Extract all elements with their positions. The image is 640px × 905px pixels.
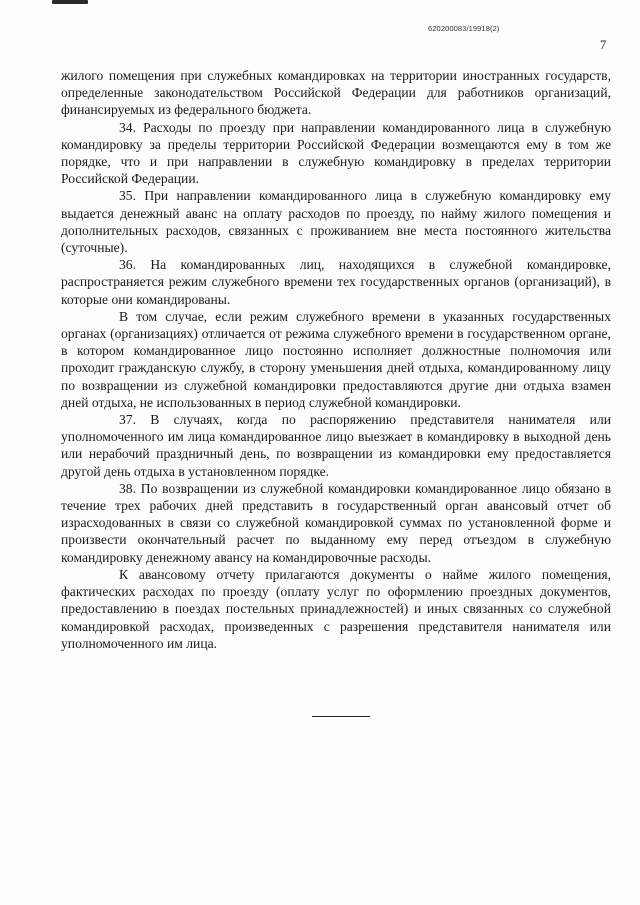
paragraph-38: 38. По возвращении из служебной командировки командированное лицо обязано в течение трех рабочих дней представить в государственный орган авансовый отчет об израсходованных в связи со служебной командировкой суммах по установленной форме и произвести окончательный расчет по выданному ему перед отъездом в служебную командировку денежному авансу на командировочные расходы. xyxy=(61,480,611,565)
paragraph-37: 37. В случаях, когда по распоряжению представителя нанимателя или уполномоченного им лица командированное лицо выезжает в командировку в выходной день или нерабочий праздничный день, по возвращении из командировки ему предоставляется другой день отдыха в установленном порядке. xyxy=(61,412,611,479)
paragraph-34: 34. Расходы по проезду при направлении командированного лица в служебную командировку за пределы территории Российской Федерации возмещаются ему в том же порядке, что и при направлении в служебную командировку в пределах территории Российской Федерации. xyxy=(61,119,611,187)
paragraph-38-continued: К авансовому отчету прилагаются документы о найме жилого помещения, фактических расходах по проезду (оплату услуг по оформлению проездных документов, предоставлению в поездах постельных принадлежностей) и иных связанных со служебной командировкой расходах, произведенных с разрешения представителя нанимателя или уполномоченного им лица. xyxy=(61,566,611,651)
end-of-text-rule xyxy=(312,716,370,717)
paragraph-36: 36. На командированных лиц, находящихся в служебной командировке, распространяется режим служебного времени тех государственных органов (организаций), в которые они командированы. xyxy=(61,257,611,307)
scan-corner-mark xyxy=(52,0,88,4)
page-number: 7 xyxy=(600,38,607,52)
document-body xyxy=(61,67,611,652)
paragraph-continuation: жилого помещения при служебных командировках на территории иностранных государств, определенные законодательством Российской Федерации для работников организаций, финансируемых из федерального бюджета. xyxy=(61,68,611,118)
paragraph-36-continued: В том случае, если режим служебного времени в указанных государственных органах (организациях) отличается от режима служебного времени в государственном органе, в котором командированное лицо постоянно исполняет должностные полномочия или проходит гражданскую службу, в сторону уменьшения дней отдыха, командированному лицу по возвращении из служебной командировки предоставляются другие дни отдыха взамен дней отдыха, не использованных в период служебной командировки. xyxy=(61,308,611,410)
paragraph-35: 35. При направлении командированного лица в служебную командировку ему выдается денежный аванс на оплату расходов по проезду, по найму жилого помещения и дополнительных расходов, связанных с проживанием вне места постоянного жительства (суточные). xyxy=(61,188,611,256)
document-code: 620200083/19918(2) xyxy=(428,24,500,33)
